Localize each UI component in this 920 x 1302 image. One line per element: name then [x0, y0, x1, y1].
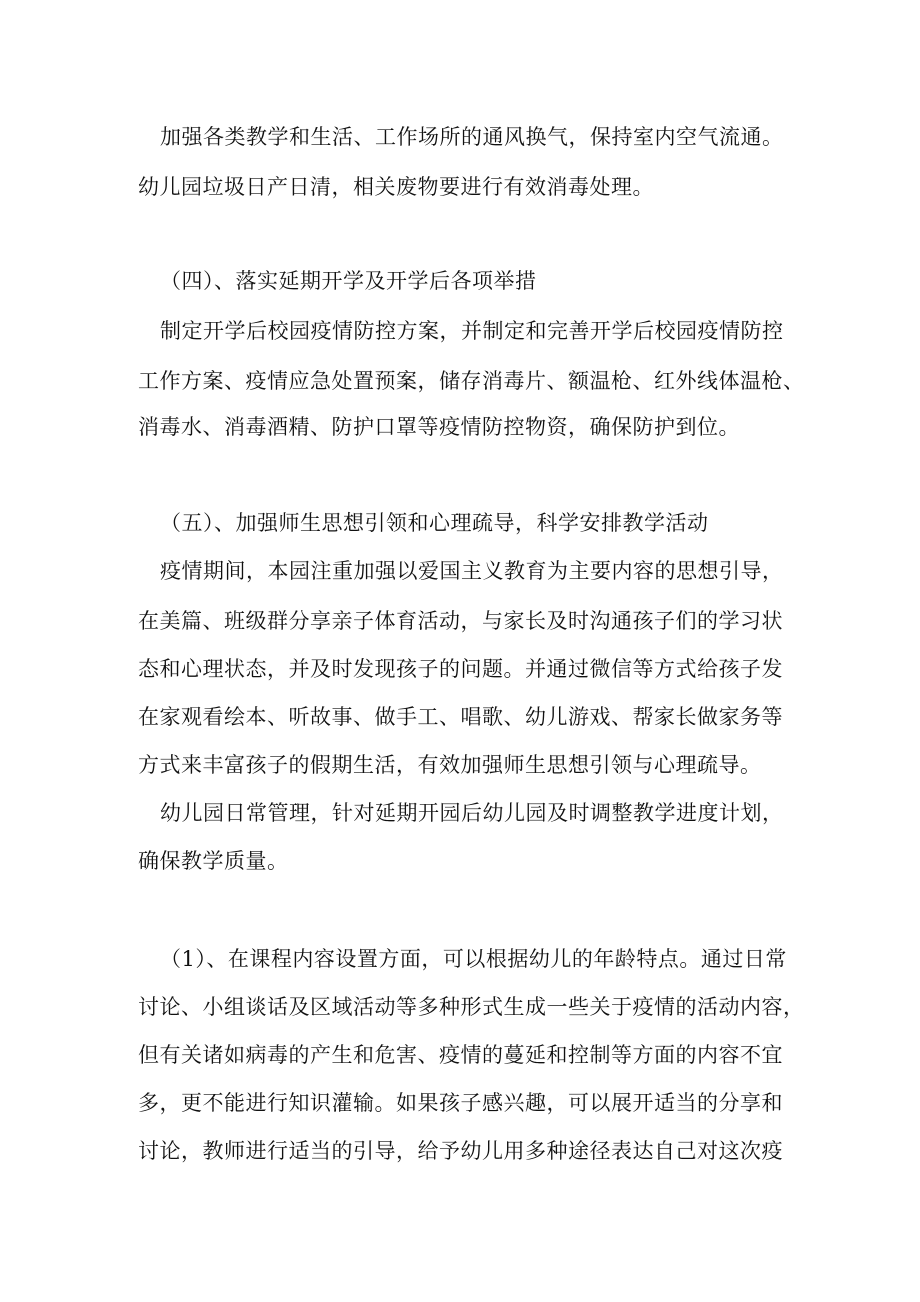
text-line: 方式来丰富孩子的假期生活，有效加强师生思想引领与心理疏导。	[138, 753, 762, 777]
text-line: 幼儿园垃圾日产日清，相关废物要进行有效消毒处理。	[138, 175, 654, 199]
text-line: 但有关诸如病毒的产生和危害、疫情的蔓延和控制等方面的内容不宜	[138, 1043, 783, 1067]
text-line: 加强各类教学和生活、工作场所的通风换气，保持室内空气流通。	[160, 125, 784, 149]
text-line: 制定开学后校园疫情防控方案，并制定和完善开学后校园疫情防控	[160, 319, 784, 343]
text-line: 讨论，教师进行适当的引导，给予幼儿用多种途径表达自己对这次疫	[138, 1139, 783, 1163]
text-line: 在美篇、班级群分享亲子体育活动，与家长及时沟通孩子们的学习状	[138, 609, 783, 633]
section-heading: （五）、加强师生思想引领和心理疏导，科学安排教学活动	[160, 511, 709, 535]
text-line: （1）、在课程内容设置方面，可以根据幼儿的年龄特点。通过日常	[160, 947, 787, 971]
text-line: 幼儿园日常管理，针对延期开园后幼儿园及时调整教学进度计划，	[160, 801, 784, 825]
text-line: 讨论、小组谈话及区域活动等多种形式生成一些关于疫情的活动内容，	[138, 995, 805, 1019]
text-line: 工作方案、疫情应急处置预案，储存消毒片、额温枪、红外线体温枪、	[138, 369, 805, 393]
text-line: 消毒水、消毒酒精、防护口罩等疫情防控物资，确保防护到位。	[138, 415, 740, 439]
text-line: 确保教学质量。	[138, 849, 289, 873]
text-line: 态和心理状态，并及时发现孩子的问题。并通过微信等方式给孩子发	[138, 657, 783, 681]
text-line: 多，更不能进行知识灌输。如果孩子感兴趣，可以展开适当的分享和	[138, 1091, 783, 1115]
text-line: 在家观看绘本、听故事、做手工、唱歌、幼儿游戏、帮家长做家务等	[138, 705, 783, 729]
section-heading: （四）、落实延期开学及开学后各项举措	[160, 269, 537, 293]
text-line: 疫情期间，本园注重加强以爱国主义教育为主要内容的思想引导，	[160, 559, 784, 583]
